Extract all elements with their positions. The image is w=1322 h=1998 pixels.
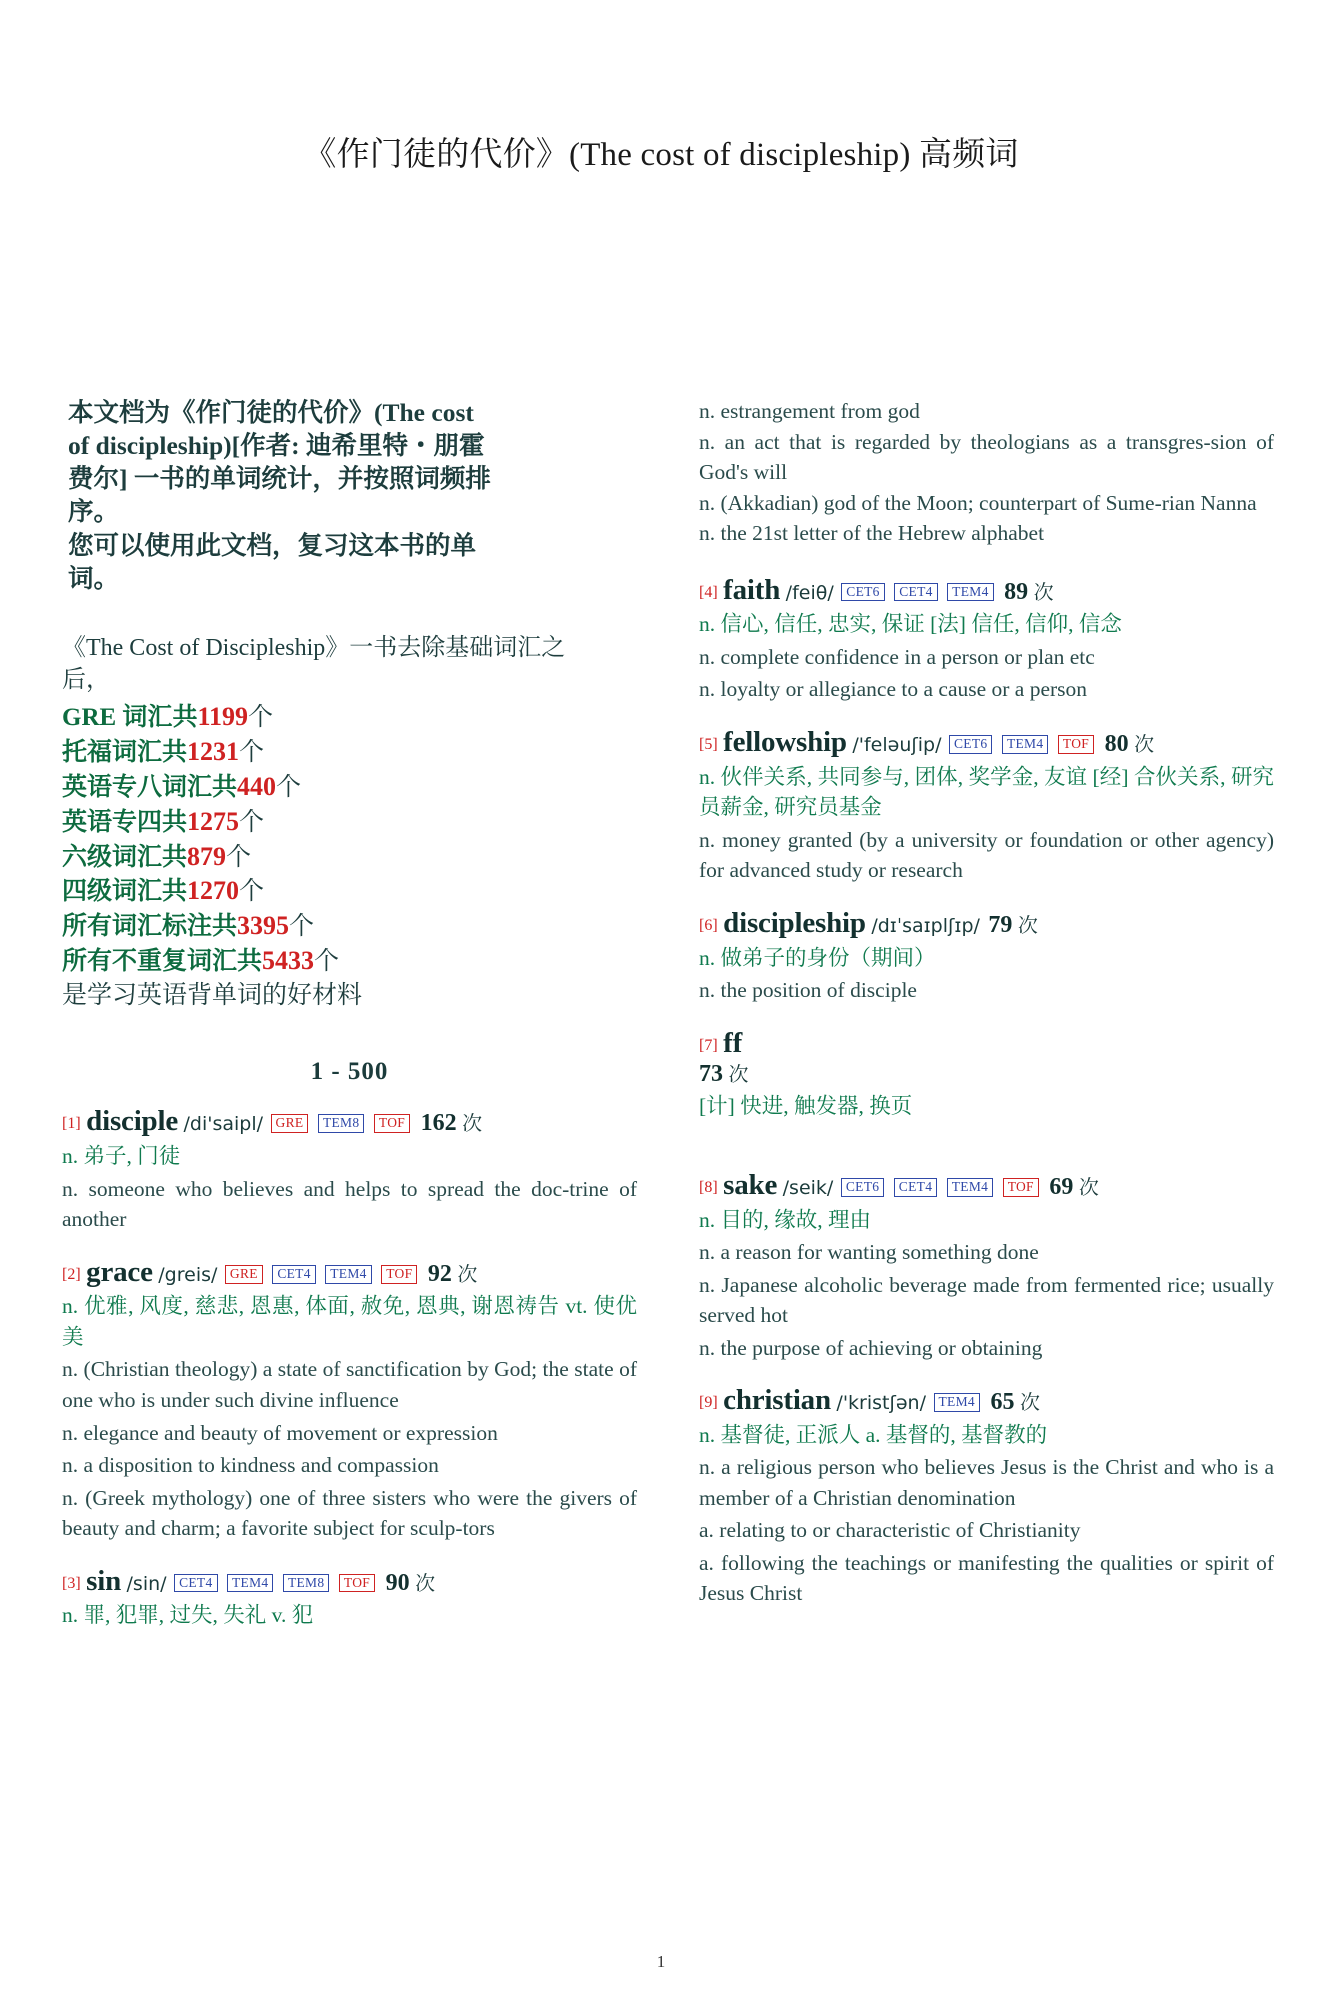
exam-tag: TOF [339, 1574, 375, 1593]
stats-label: 托福词汇 [62, 739, 163, 767]
entry-phonetic: /sin/ [126, 1572, 167, 1595]
definition-line: n. someone who believes and helps to spread the doc-trine of another [62, 1176, 637, 1232]
page-title: 《作门徒的代价》(The cost of discipleship) 高频词 [303, 137, 1019, 173]
entry-index: [3] [62, 1574, 81, 1592]
definition-line: n. a religious person who believes Jesus is the Christ and who is a member of a Christian denomination [699, 1455, 1274, 1510]
entry-index: [7] [699, 1036, 718, 1054]
definition-line: n. elegance and beauty of movement or expression [62, 1420, 498, 1445]
entry-frequency-unit: 次 [1134, 733, 1155, 756]
exam-tag: TEM4 [947, 583, 993, 602]
continued-definitions [699, 396, 1274, 549]
range-heading: 1 - 500 [310, 1058, 389, 1086]
entry-word: sin [86, 1564, 122, 1597]
definition-line: n. 基督徒, 正派人 a. 基督的, 基督教的 [699, 1422, 1048, 1447]
intro-line-3: 费尔] 一书的单词统计，并按照词频排 [68, 464, 491, 494]
exam-tag: TOF [381, 1265, 417, 1284]
definition-line: n. (Akkadian) god of the Moon; counterpart of Sume-rian Nanna [699, 490, 1257, 515]
entry-index: [8] [699, 1178, 718, 1196]
entry-phonetic: /greis/ [158, 1263, 218, 1286]
entry-frequency-unit: 次 [415, 1572, 436, 1595]
exam-tag: TEM4 [227, 1574, 273, 1593]
entry-phonetic: /dɪˈsaɪplʃɪp/ [871, 914, 980, 937]
entry-index: [4] [699, 583, 718, 601]
entry-header [699, 906, 1274, 941]
dictionary-entry [62, 1564, 637, 1631]
stats-heading-line-2: 后， [62, 666, 110, 693]
dictionary-entry [699, 573, 1274, 705]
exam-tag: CET6 [841, 1178, 884, 1197]
entry-word: christian [723, 1384, 831, 1417]
page-number: 1 [656, 1952, 666, 1971]
intro-line-4: 序。 [68, 497, 120, 527]
entry-phonetic: /'feləuʃip/ [852, 733, 942, 756]
stats-label: 英语专四 [62, 808, 163, 836]
entry-frequency-unit: 次 [457, 1263, 478, 1286]
stats-heading-line-1: 《The Cost of Discipleship》一书去除基础词汇之 [62, 634, 566, 661]
entry-frequency: 80 [1104, 730, 1129, 757]
exam-tag: CET6 [949, 735, 992, 754]
stats-row [62, 770, 637, 805]
exam-tag: TEM4 [947, 1178, 993, 1197]
dictionary-entry [699, 1026, 1274, 1148]
stats-number: 1270 [187, 876, 240, 906]
definition-line: n. complete confidence in a person or plan etc [699, 644, 1095, 669]
definition-line: n. 目的, 缘故, 理由 [699, 1207, 872, 1232]
entry-index: [1] [62, 1115, 81, 1133]
entry-phonetic: /di'saipl/ [183, 1113, 264, 1136]
entry-phonetic: /seik/ [782, 1176, 834, 1199]
definition-line: n. 伙伴关系, 共同参与, 团体, 奖学金, 友谊 [经] 合伙关系, 研究员薪金, 研究员基金 [699, 764, 1274, 820]
stats-row [62, 944, 637, 979]
entry-definitions [699, 1420, 1274, 1609]
intro-line-2: of discipleship)[作者: 迪希里特・朋霍 [68, 431, 485, 461]
entry-definitions [699, 943, 1274, 1006]
entry-index: [2] [62, 1265, 81, 1283]
stats-row [62, 874, 637, 909]
entry-definitions [699, 1091, 1274, 1122]
exam-tag: TEM4 [934, 1393, 980, 1412]
definition-line: n. a reason for wanting something done [699, 1240, 1039, 1265]
document-page [0, 128, 1322, 1998]
entry-frequency: 65 [990, 1389, 1015, 1416]
entry-frequency: 162 [420, 1110, 457, 1137]
definition-line: n. loyalty or allegiance to a cause or a person [699, 677, 1088, 702]
stats-footer: 是学习英语背单词的好材料 [62, 981, 363, 1009]
entry-header [699, 1168, 1274, 1203]
stats-mid: 共 [162, 843, 188, 871]
exam-tag: TEM8 [318, 1114, 364, 1133]
exam-tag: CET4 [174, 1574, 217, 1593]
stats-list [62, 700, 637, 1012]
stats-row [62, 735, 637, 770]
entry-definitions [62, 1141, 637, 1235]
definition-line: n. 信心, 信任, 忠实, 保证 [法] 信任, 信仰, 信念 [699, 612, 1122, 637]
entry-word: disciple [86, 1105, 179, 1138]
entry-index: [6] [699, 916, 718, 934]
entry-frequency: 79 [988, 911, 1013, 938]
entry-definitions [62, 1291, 637, 1543]
entry-frequency-unit: 次 [1033, 581, 1054, 604]
definition-line: n. estrangement from god [699, 399, 920, 423]
stats-unit: 个 [239, 878, 265, 906]
entry-header [62, 1255, 637, 1290]
exam-tag: GRE [271, 1114, 309, 1133]
definition-line: n. an act that is regarded by theologians as a transgres-sion of God's will [699, 429, 1274, 485]
entry-phonetic: /feiθ/ [785, 581, 834, 604]
entry-frequency-unit: 次 [1017, 914, 1038, 937]
two-column-body [0, 396, 1322, 1651]
definition-line: n. Japanese alcoholic beverage made from fermented rice; usually served hot [699, 1272, 1274, 1328]
entry-index: [9] [699, 1394, 718, 1412]
stats-number: 1199 [197, 702, 249, 732]
entry-word: ff [723, 1026, 743, 1059]
exam-tag: CET4 [272, 1265, 315, 1284]
entry-frequency-unit: 次 [462, 1113, 483, 1136]
definition-line: [计] 快进, 触发器, 换页 [699, 1094, 913, 1119]
stats-row [62, 909, 637, 944]
definition-line: n. the position of disciple [699, 978, 917, 1003]
definition-line: n. (Christian theology) a state of sanctification by God; the state of one who is under such divine influence [62, 1357, 637, 1412]
stats-label: 六级词汇 [62, 843, 163, 871]
stats-unit: 个 [226, 843, 252, 871]
stats-number: 3395 [237, 911, 290, 941]
stats-unit: 个 [276, 773, 302, 801]
entry-definitions [62, 1600, 637, 1631]
exam-tag: CET4 [894, 1178, 937, 1197]
exam-tag: CET6 [841, 583, 884, 602]
definition-line: n. money granted (by a university or foundation or other agency) for advanced study or research [699, 827, 1274, 883]
definition-line: a. following the teachings or manifesting the qualities or spirit of Jesus Christ [699, 1550, 1274, 1606]
definition-line: n. 罪, 犯罪, 过失, 失礼 v. 犯 [62, 1603, 314, 1628]
stats-mid: 共 [162, 739, 188, 767]
stats-mid: 共 [162, 808, 188, 836]
entry-word: discipleship [723, 906, 866, 939]
intro-line-5: 您可以使用此文档，复习这本书的单 [68, 530, 477, 560]
entry-header [699, 573, 1274, 608]
stats-mid: 共 [237, 947, 263, 975]
exam-tag: CET4 [894, 583, 937, 602]
entry-index: [5] [699, 735, 718, 753]
definition-line: n. the purpose of achieving or obtaining [699, 1335, 1043, 1360]
intro-line-6: 词。 [68, 563, 120, 593]
stats-unit: 个 [289, 913, 315, 941]
dictionary-entry [699, 1168, 1274, 1363]
entry-frequency: 69 [1049, 1173, 1074, 1200]
stats-number: 879 [187, 841, 227, 871]
stats-label: 英语专八词汇 [62, 773, 213, 801]
exam-tag: TOF [374, 1114, 410, 1133]
stats-row [62, 700, 637, 735]
entry-header [699, 1026, 1274, 1061]
entry-frequency: 89 [1004, 578, 1029, 605]
entry-header [699, 1383, 1274, 1418]
stats-label: GRE 词汇 [62, 704, 173, 732]
stats-mid: 共 [212, 773, 238, 801]
definition-line: n. 做弟子的身份（期间） [699, 945, 936, 970]
entry-phonetic: /'kristʃən/ [836, 1392, 927, 1415]
definition-line: a. relating to or characteristic of Christianity [699, 1518, 1081, 1543]
exam-tag: TOF [1058, 735, 1094, 754]
dictionary-entry [699, 1383, 1274, 1609]
exam-tag: TEM4 [1002, 735, 1048, 754]
entry-definitions [699, 762, 1274, 886]
spacer [699, 1122, 1274, 1148]
stats-unit: 个 [239, 808, 265, 836]
exam-tag: GRE [225, 1265, 263, 1284]
entry-frequency: 92 [427, 1260, 452, 1287]
stats-unit: 个 [314, 947, 340, 975]
entry-frequency-unit: 次 [1019, 1392, 1040, 1415]
stats-number: 1275 [187, 806, 240, 836]
left-column [62, 396, 637, 1651]
stats-label: 所有词汇标注 [62, 913, 213, 941]
exam-tag: TEM8 [283, 1574, 329, 1593]
entry-header [62, 1564, 637, 1599]
stats-unit: 个 [248, 704, 274, 732]
exam-tag: TEM4 [325, 1265, 371, 1284]
stats-mid: 共 [172, 704, 198, 732]
right-column [699, 396, 1274, 1651]
stats-mid: 共 [212, 913, 238, 941]
entry-header [699, 725, 1274, 760]
stats-number: 5433 [262, 945, 315, 975]
dictionary-entry [62, 1255, 637, 1544]
entry-frequency: 90 [385, 1569, 410, 1596]
intro-line-1: 本文档为《作门徒的代价》(The cost [68, 398, 474, 427]
stats-unit: 个 [239, 739, 265, 767]
dictionary-entry [62, 1104, 637, 1234]
definition-line: n. 优雅, 风度, 慈悲, 恩惠, 体面, 赦免, 恩典, 谢恩祷告 vt. 使优美 [62, 1294, 637, 1349]
stats-number: 440 [237, 771, 277, 801]
entry-frequency-row [699, 1060, 1274, 1089]
stats-number: 1231 [187, 737, 240, 767]
definition-line: n. a disposition to kindness and compassion [62, 1453, 439, 1478]
entry-frequency-unit: 次 [1078, 1176, 1099, 1199]
entry-definitions [699, 1205, 1274, 1364]
entry-frequency: 73 [699, 1061, 723, 1088]
intro-paragraph [68, 396, 637, 595]
entry-header [62, 1104, 637, 1139]
entry-word: faith [723, 573, 781, 606]
stats-heading [62, 633, 637, 696]
dictionary-entry [699, 906, 1274, 1006]
definition-line: n. (Greek mythology) one of three sisters who were the givers of beauty and charm; a favorite subject for sculp-tors [62, 1485, 637, 1541]
entry-word: grace [86, 1255, 153, 1288]
entry-word: fellowship [723, 725, 847, 758]
stats-label: 四级词汇 [62, 878, 163, 906]
stats-mid: 共 [162, 878, 188, 906]
entry-frequency-unit: 次 [728, 1064, 749, 1087]
entry-definitions [699, 609, 1274, 705]
exam-tag: TOF [1003, 1178, 1039, 1197]
entry-word: sake [723, 1168, 778, 1201]
dictionary-entry [699, 725, 1274, 886]
stats-row [62, 805, 637, 840]
stats-row [62, 840, 637, 875]
definition-line: n. 弟子, 门徒 [62, 1144, 181, 1169]
stats-label: 所有不重复词汇 [62, 947, 238, 975]
definition-line: n. the 21st letter of the Hebrew alphabet [699, 521, 1045, 546]
